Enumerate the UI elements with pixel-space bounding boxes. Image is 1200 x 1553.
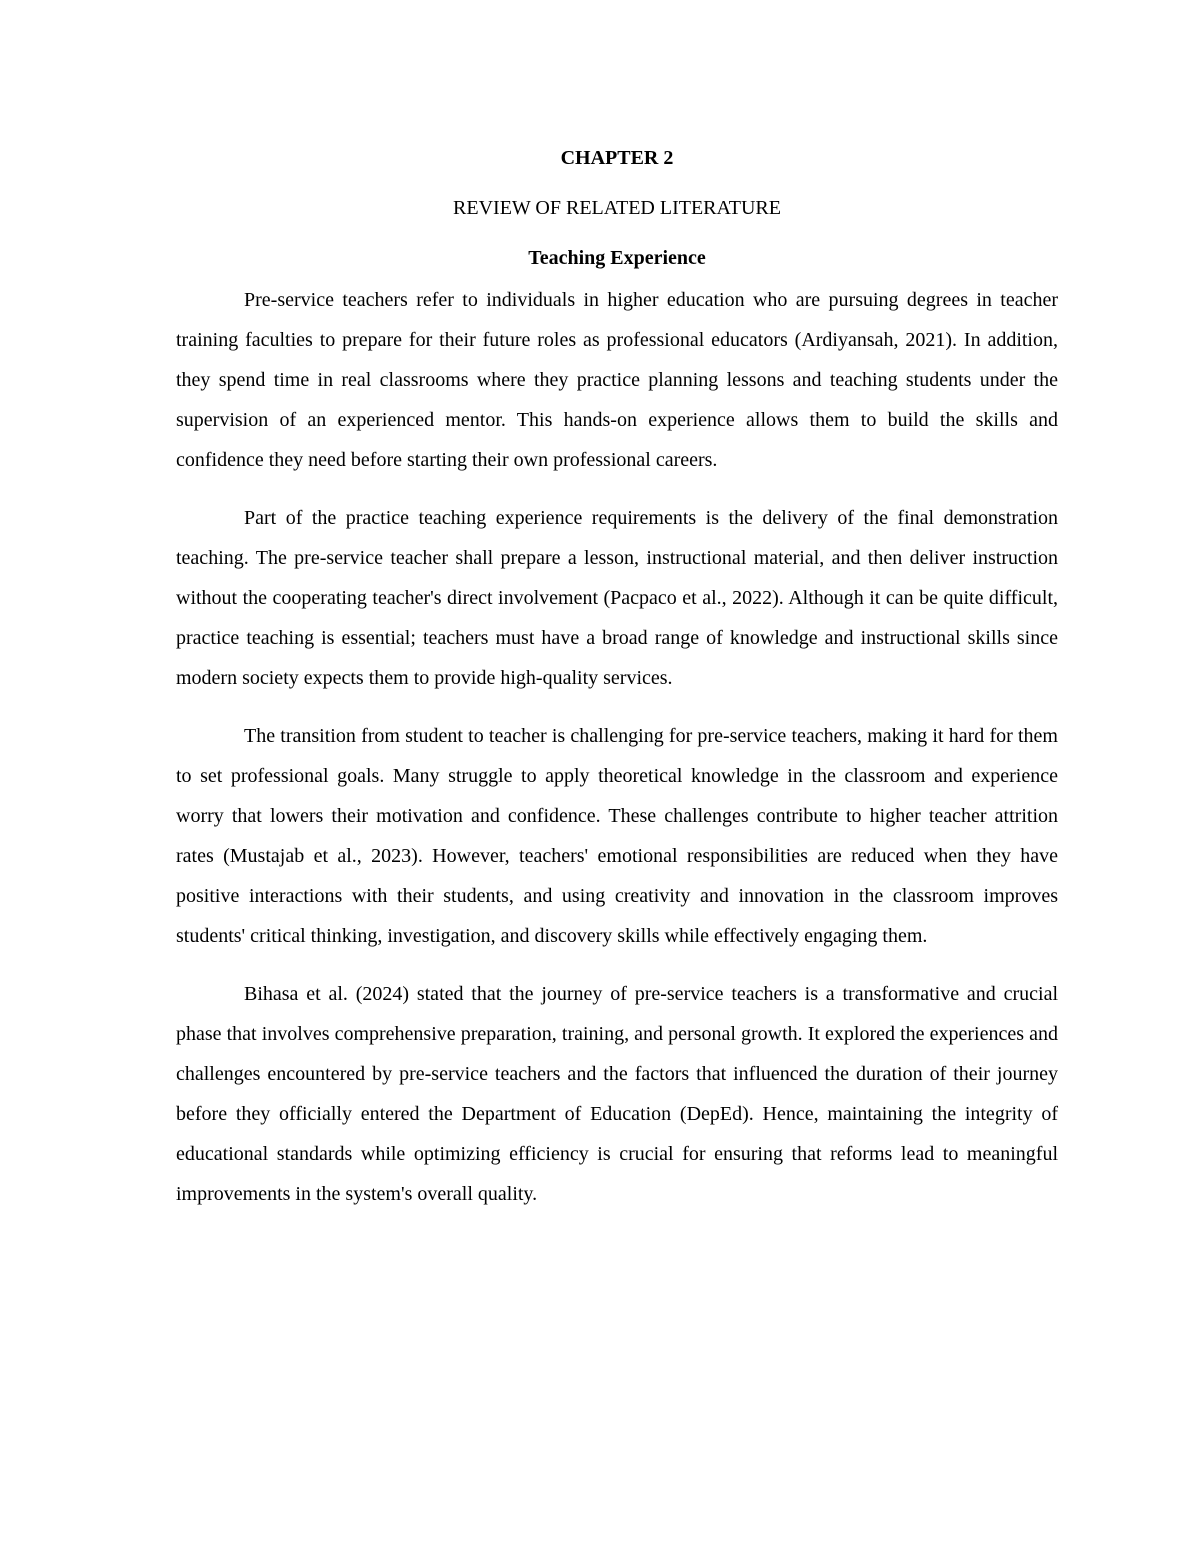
document-page	[176, 138, 1058, 1232]
paragraph-4: Bihasa et al. (2024) stated that the journey of pre-service teachers is a transformative and crucial phase that involves comprehensive preparation, training, and personal growth. It explored the experiences and challenges encountered by pre-service teachers and the factors that influenced the duration of their journey before they officially entered the Department of Education (DepEd). Hence, maintaining the integrity of educational standards while optimizing efficiency is crucial for ensuring that reforms lead to meaningful improvements in the system's overall quality.	[176, 983, 1058, 1205]
subheading: Teaching Experience	[528, 247, 706, 269]
section-title: REVIEW OF RELATED LITERATURE	[453, 197, 781, 219]
paragraph-2: Part of the practice teaching experience requirements is the delivery of the final demonstration teaching. The pre-service teacher shall prepare a lesson, instructional material, and then deliver instruction without the cooperating teacher's direct involvement (Pacpaco et al., 2022). Although it can be quite difficult, practice teaching is essential; teachers must have a broad range of knowledge and instructional skills since modern society expects them to provide high-quality services.	[176, 507, 1058, 689]
paragraph-1: Pre-service teachers refer to individuals in higher education who are pursuing degrees in teacher training faculties to prepare for their future roles as professional educators (Ardiyansah, 2021). In addition, they spend time in real classrooms where they practice planning lessons and teaching students under the supervision of an experienced mentor. This hands-on experience allows them to build the skills and confidence they need before starting their own professional careers.	[176, 289, 1058, 471]
chapter-heading: CHAPTER 2	[560, 147, 674, 169]
paragraph-3: The transition from student to teacher is challenging for pre-service teachers, making it hard for them to set professional goals. Many struggle to apply theoretical knowledge in the classroom and experience worry that lowers their motivation and confidence. These challenges contribute to higher teacher attrition rates (Mustajab et al., 2023). However, teachers' emotional responsibilities are reduced when they have positive interactions with their students, and using creativity and innovation in the classroom improves students' critical thinking, investigation, and discovery skills while effectively engaging them.	[176, 725, 1058, 947]
